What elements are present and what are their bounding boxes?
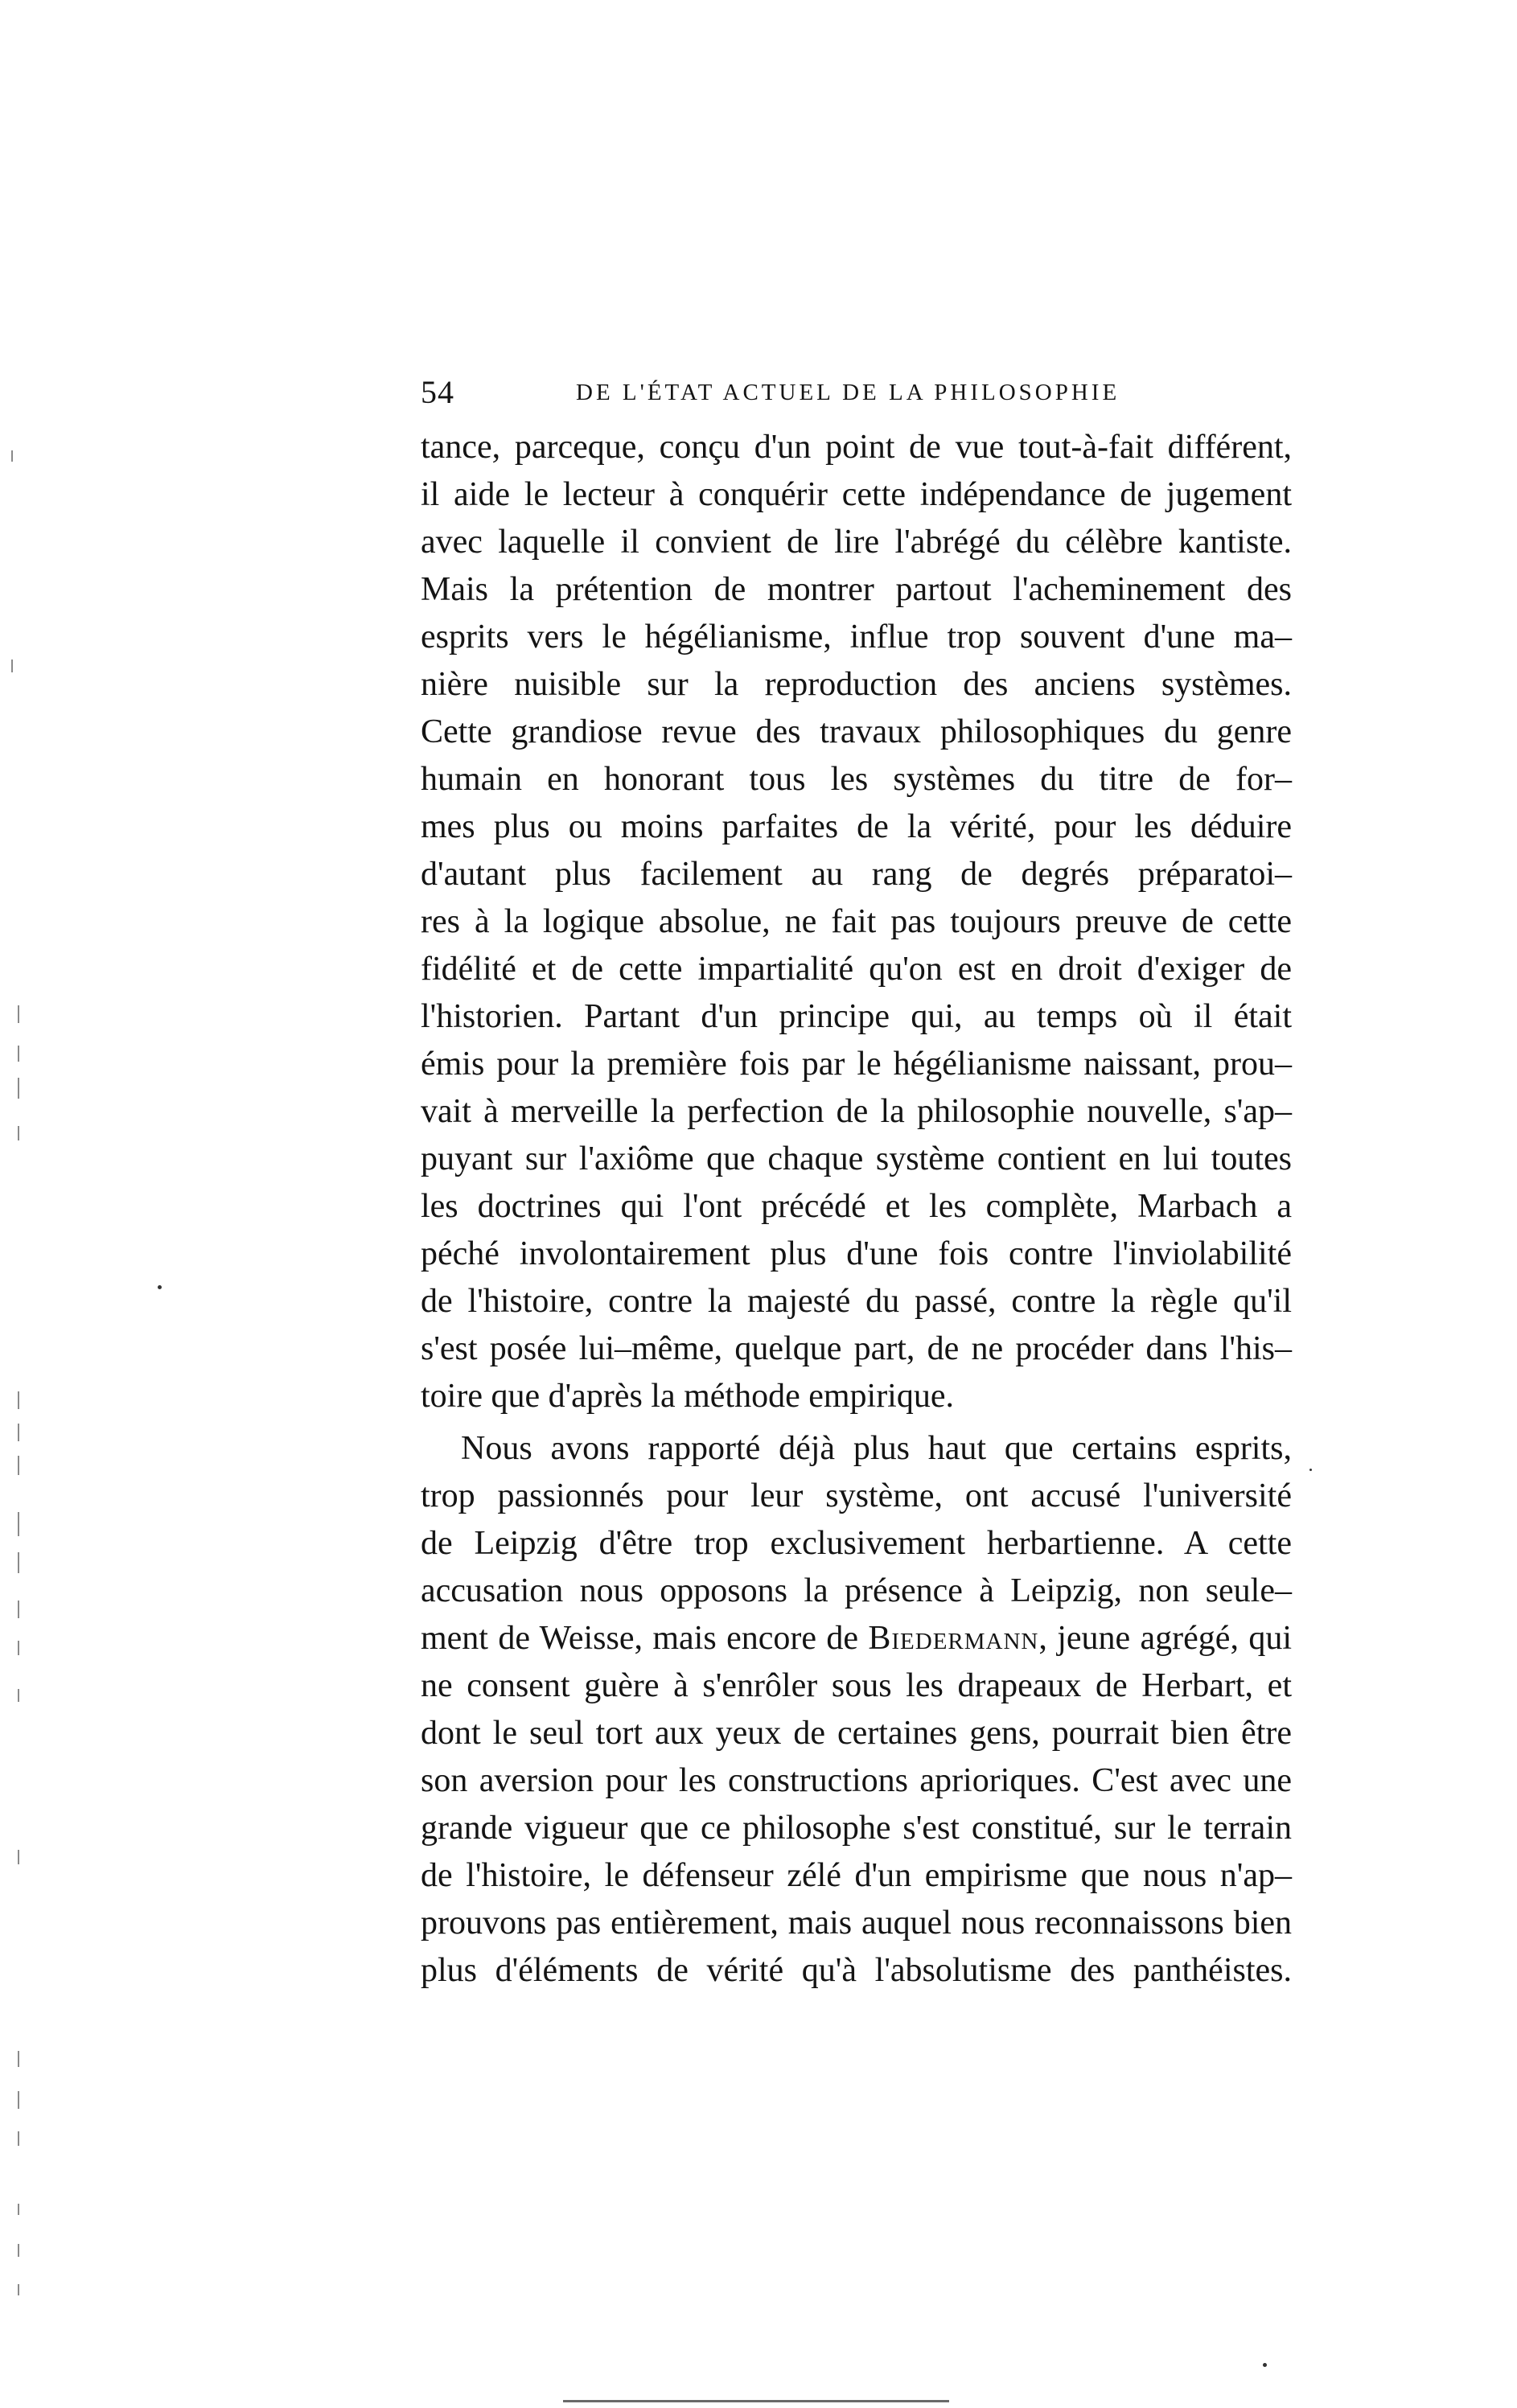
paragraph-2 xyxy=(421,1425,1292,1995)
scan-margin-mark xyxy=(18,1456,19,1475)
text-line: prouvons pas entièrement, mais auquel nous reconnaissons bien xyxy=(421,1905,1292,1942)
text-line: plus d'éléments de vérité qu'à l'absolutisme des panthéistes. xyxy=(421,1952,1292,1989)
text-line: Cette grandiose revue des travaux philosophiques du genre xyxy=(421,713,1292,750)
scan-margin-mark xyxy=(11,450,13,462)
text-line: émis pour la première fois par le hégélianisme naissant, prou– xyxy=(421,1046,1292,1083)
text-line: de Leipzig d'être trop exclusivement herbartienne. A cette xyxy=(421,1525,1292,1562)
scan-margin-mark xyxy=(18,1850,19,1864)
scan-margin-mark xyxy=(18,1126,19,1140)
text-line: d'autant plus facilement au rang de degrés préparatoi– xyxy=(421,856,1292,893)
scan-margin-mark xyxy=(18,1512,19,1536)
scan-margin-mark xyxy=(18,1552,19,1573)
scan-speck xyxy=(1263,2363,1267,2367)
text-line: dont le seul tort aux yeux de certaines gens, pourrait bien être xyxy=(421,1715,1292,1752)
scan-margin-mark xyxy=(18,2131,19,2146)
text-line: de l'histoire, le défenseur zélé d'un empirisme que nous n'ap– xyxy=(421,1857,1292,1894)
running-title: DE L'ÉTAT ACTUEL DE LA PHILOSOPHIE xyxy=(576,380,1120,405)
scan-margin-mark xyxy=(18,2051,19,2067)
text-line: nière nuisible sur la reproduction des anciens systèmes. xyxy=(421,666,1292,703)
name-line-prefix: ment de Weisse, mais encore de xyxy=(421,1620,869,1657)
scan-speck xyxy=(158,1285,162,1289)
name-line-suffix: , jeune agrégé, qui xyxy=(1038,1620,1292,1657)
text-line: Nous avons rapporté déjà plus haut que certains esprits, xyxy=(461,1430,1292,1467)
scan-margin-mark xyxy=(18,1424,19,1441)
scan-margin-mark xyxy=(11,660,13,672)
text-line: l'historien. Partant d'un principe qui, au temps où il était xyxy=(421,998,1292,1035)
text-line: tance, parceque, conçu d'un point de vue tout-à-fait différent, xyxy=(421,429,1292,466)
page-number: 54 xyxy=(421,374,454,410)
text-line: mes plus ou moins parfaites de la vérité, pour les déduire xyxy=(421,808,1292,845)
text-line-with-name xyxy=(421,1615,1292,1662)
scan-margin-mark xyxy=(18,2284,19,2295)
scan-margin-mark xyxy=(18,1601,19,1618)
text-line: accusation nous opposons la présence à Leipzig, non seule– xyxy=(421,1572,1292,1609)
scan-margin-mark xyxy=(18,1005,19,1023)
text-line: puyant sur l'axiôme que chaque système contient en lui toutes xyxy=(421,1140,1292,1177)
text-line: grande vigueur que ce philosophe s'est constitué, sur le terrain xyxy=(421,1810,1292,1847)
scan-margin-mark xyxy=(18,2244,19,2257)
text-line: Mais la prétention de montrer partout l'acheminement des xyxy=(421,571,1292,608)
text-line: fidélité et de cette impartialité qu'on est en droit d'exiger de xyxy=(421,951,1292,988)
text-line: vait à merveille la perfection de la philosophie nouvelle, s'ap– xyxy=(421,1093,1292,1130)
text-line: les doctrines qui l'ont précédé et les complète, Marbach a xyxy=(421,1188,1292,1225)
text-line: s'est posée lui–même, quelque part, de ne procéder dans l'his– xyxy=(421,1330,1292,1367)
text-line: péché involontairement plus d'une fois contre l'inviolabilité xyxy=(421,1235,1292,1272)
text-line: trop passionnés pour leur système, ont accusé l'université xyxy=(421,1477,1292,1514)
scan-margin-mark xyxy=(18,2204,19,2215)
author-name-smallcaps: Biedermann xyxy=(868,1620,1039,1657)
scan-margin-mark xyxy=(18,2091,19,2109)
text-line: il aide le lecteur à conquérir cette indépendance de jugement xyxy=(421,476,1292,513)
scan-margin-mark xyxy=(18,1391,19,1409)
text-line: res à la logique absolue, ne fait pas toujours preuve de cette xyxy=(421,903,1292,940)
body-text xyxy=(421,424,1292,1995)
text-line: son aversion pour les constructions aprioriques. C'est avec une xyxy=(421,1762,1292,1799)
scan-bottom-edge xyxy=(563,2400,949,2402)
running-header xyxy=(421,368,1305,417)
text-line: humain en honorant tous les systèmes du titre de for– xyxy=(421,761,1292,798)
text-line: ne consent guère à s'enrôler sous les drapeaux de Herbart, et xyxy=(421,1667,1292,1704)
scan-margin-mark xyxy=(18,1078,19,1099)
scan-margin-mark xyxy=(18,1046,19,1062)
text-line: esprits vers le hégélianisme, influe trop souvent d'une ma– xyxy=(421,618,1292,655)
scan-margin-mark xyxy=(18,1641,19,1655)
paragraph-1 xyxy=(421,424,1292,1420)
text-line: toire que d'après la méthode empirique. xyxy=(421,1378,954,1415)
text-line: avec laquelle il convient de lire l'abrégé du célèbre kantiste. xyxy=(421,524,1292,561)
scan-margin-mark xyxy=(18,1689,19,1702)
text-line: de l'histoire, contre la majesté du passé, contre la règle qu'il xyxy=(421,1283,1292,1320)
scan-speck xyxy=(1309,1469,1312,1471)
